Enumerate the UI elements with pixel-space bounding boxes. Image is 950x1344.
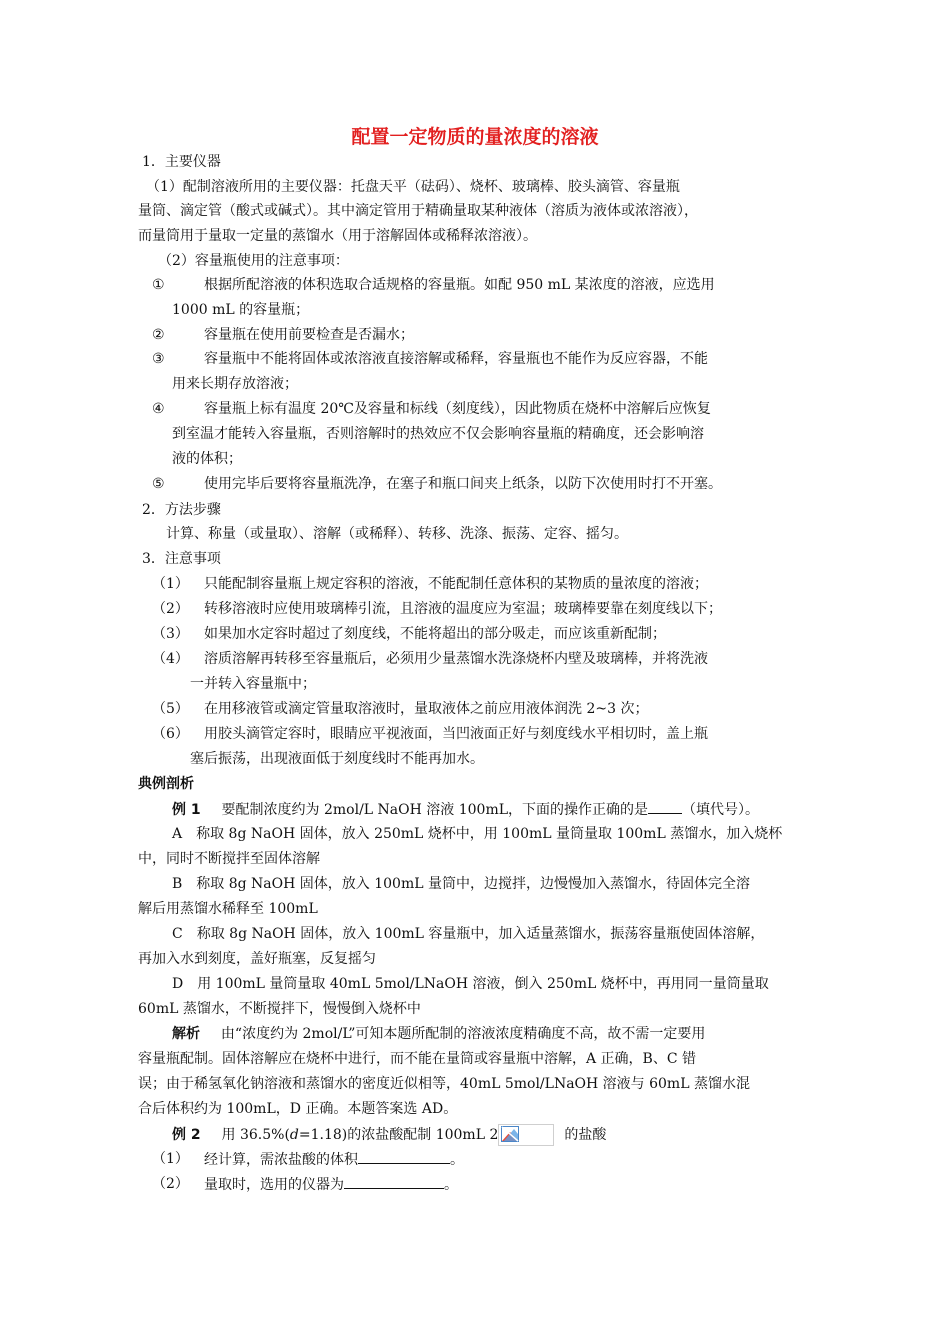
density-symbol: d xyxy=(289,1127,299,1143)
list-item-text: 用胶头滴管定容时，眼睛应平视液面，当凹液面正好与刻度线水平相切时，盖上瓶 xyxy=(204,726,708,742)
list-item-text: 如果加水定容时超过了刻度线，不能将超出的部分吸走，而应该重新配制； xyxy=(204,626,666,642)
section-1-heading: 1．主要仪器 xyxy=(142,154,221,170)
list-item-number: （2） xyxy=(152,601,189,617)
option-b-line: 解后用蒸馏水稀释至 100mL xyxy=(138,901,318,917)
list-item-number: ② xyxy=(152,327,165,343)
list-item-text: 1000 mL 的容量瓶； xyxy=(172,302,310,318)
list-item-text: 转移溶液时应使用玻璃棒引流，且溶液的温度应为室温；玻璃棒要靠在刻度线以下； xyxy=(204,601,722,617)
list-item-text: 一并转入容量瓶中； xyxy=(190,676,316,692)
list-item-text: 使用完毕后要将容量瓶洗净，在塞子和瓶口间夹上纸条，以防下次使用时打不开塞。 xyxy=(204,476,722,492)
analysis-line: 误；由于稀氢氧化钠溶液和蒸馏水的密度近似相等，40mL 5mol/LNaOH 溶液与 60mL 蒸馏水混 xyxy=(138,1076,750,1092)
section-2-heading: 2．方法步骤 xyxy=(142,502,221,518)
example-1-question xyxy=(172,799,759,820)
list-item-text: 用来长期存放溶液； xyxy=(172,376,298,392)
analysis-line: 容量瓶配制。固体溶解应在烧杯中进行，而不能在量筒或容量瓶中溶解，A 正确，B、C 错 xyxy=(138,1051,697,1067)
list-item-text: 只能配制容量瓶上规定容积的溶液，不能配制任意体积的某物质的量浓度的溶液； xyxy=(204,576,708,592)
example-1-label: 例 1 xyxy=(172,802,201,818)
example-2-subquestion-2 xyxy=(204,1174,458,1195)
answer-blank xyxy=(358,1149,450,1164)
list-item-text: 塞后振荡，出现液面低于刻度线时不能再加水。 xyxy=(190,751,484,767)
answer-blank xyxy=(344,1174,444,1189)
option-d-line: D 用 100mL 量筒量取 40mL 5mol/LNaOH 溶液，倒入 250mL 烧杯中，再用同一量筒量取 xyxy=(172,976,769,992)
option-a-line: A 称取 8g NaOH 固体，放入 250mL 烧杯中，用 100mL 量筒量取 100mL 蒸馏水，加入烧杯 xyxy=(172,826,783,842)
list-item-number: （1） xyxy=(152,576,189,592)
example-2-subquestion-1 xyxy=(204,1149,464,1170)
analysis-line: 合后体积约为 100mL，D 正确。本题答案选 AD。 xyxy=(138,1101,458,1117)
example-2-question xyxy=(172,1124,606,1146)
list-item-text: 容量瓶在使用前要检查是否漏水； xyxy=(204,327,414,343)
list-item-text: 溶质溶解再转移至容量瓶后，必须用少量蒸馏水洗涤烧杯内壁及玻璃棒，并将洗液 xyxy=(204,651,708,667)
analysis-line xyxy=(172,1024,705,1044)
subquestion-text: 经计算，需浓盐酸的体积 xyxy=(204,1152,358,1168)
example-2-text: =1.18)的浓盐酸配制 100mL 2 xyxy=(298,1127,499,1143)
example-2-text: 用 36.5%( xyxy=(221,1127,290,1143)
option-b-line: B 称取 8g NaOH 固体，放入 100mL 量筒中，边搅拌，边慢慢加入蒸馏水，待固体完全溶 xyxy=(172,876,750,892)
list-item-number: （3） xyxy=(152,626,189,642)
analysis-text: 由“浓度约为 2mol/L”可知本题所配制的溶液浓度精确度不高，故不需一定要用 xyxy=(220,1026,706,1042)
list-item-text: 根据所配溶液的体积选取合适规格的容量瓶。如配 950 mL 某浓度的溶液，应选用 xyxy=(204,277,715,293)
list-item-text: 容量瓶上标有温度 20℃及容量和标线（刻度线），因此物质在烧杯中溶解后应恢复 xyxy=(204,401,711,417)
option-d-line: 60mL 蒸馏水，不断搅拌下，慢慢倒入烧杯中 xyxy=(138,1001,421,1017)
list-item-text: 容量瓶中不能将固体或浓溶液直接溶解或稀释，容量瓶也不能作为反应容器，不能 xyxy=(204,351,708,367)
section-1-paragraph-line: （1）配制溶液所用的主要仪器：托盘天平（砝码）、烧杯、玻璃棒、胶头滴管、容量瓶 xyxy=(146,179,680,195)
list-item-text: 到室温才能转入容量瓶，否则溶解时的热效应不仅会影响容量瓶的精确度，还会影响溶 xyxy=(172,426,704,442)
list-item-number: （4） xyxy=(152,651,189,667)
list-item-number: ④ xyxy=(152,401,165,417)
list-item-number: （5） xyxy=(152,701,189,717)
page-title: 配置一定物质的量浓度的溶液 xyxy=(351,126,599,148)
subquestion-text: 量取时，选用的仪器为 xyxy=(204,1177,344,1193)
list-item-number: ① xyxy=(152,277,165,293)
list-item-number: ③ xyxy=(152,351,165,367)
example-1-question-text: 要配制浓度约为 2mol/L NaOH 溶液 100mL，下面的操作正确的是 xyxy=(221,802,649,818)
list-item-number: ⑤ xyxy=(152,476,165,492)
list-item-number: （2） xyxy=(152,1176,189,1192)
example-2-label: 例 2 xyxy=(172,1127,201,1143)
option-c-line: C 称取 8g NaOH 固体，放入 100mL 容量瓶中，加入适量蒸馏水，振荡容量瓶使固体溶解， xyxy=(172,926,765,942)
section-1-paragraph-line: 而量筒用于量取一定量的蒸馏水（用于溶解固体或稀释浓溶液）。 xyxy=(138,228,537,244)
analysis-label: 解析 xyxy=(172,1026,200,1042)
example-1-question-end: （填代号）。 xyxy=(682,802,760,818)
list-item-text: 在用移液管或滴定管量取溶液时，量取液体之前应用液体润洗 2~3 次； xyxy=(204,701,649,717)
answer-blank xyxy=(648,799,682,814)
section-1-subheading: （2）容量瓶使用的注意事项： xyxy=(158,253,349,269)
list-item-text: 液的体积； xyxy=(172,451,242,467)
example-2-text-end: 的盐酸 xyxy=(564,1127,607,1143)
section-3-heading: 3．注意事项 xyxy=(142,551,221,567)
option-a-line: 中，同时不断搅拌至固体溶解 xyxy=(138,851,320,867)
list-item-number: （6） xyxy=(152,726,189,742)
subquestion-end: 。 xyxy=(444,1177,458,1193)
option-c-line: 再加入水到刻度，盖好瓶塞，反复摇匀 xyxy=(138,951,376,967)
broken-image-icon xyxy=(498,1124,554,1146)
section-1-paragraph-line: 量筒、滴定管（酸式或碱式）。其中滴定管用于精确量取某种液体（溶质为液体或浓溶液）， xyxy=(138,203,698,219)
list-item-number: （1） xyxy=(152,1151,189,1167)
subquestion-end: 。 xyxy=(450,1152,464,1168)
examples-heading: 典例剖析 xyxy=(138,776,194,792)
section-2-text: 计算、称量（或量取）、溶解（或稀释）、转移、洗涤、振荡、定容、摇匀。 xyxy=(166,526,628,542)
